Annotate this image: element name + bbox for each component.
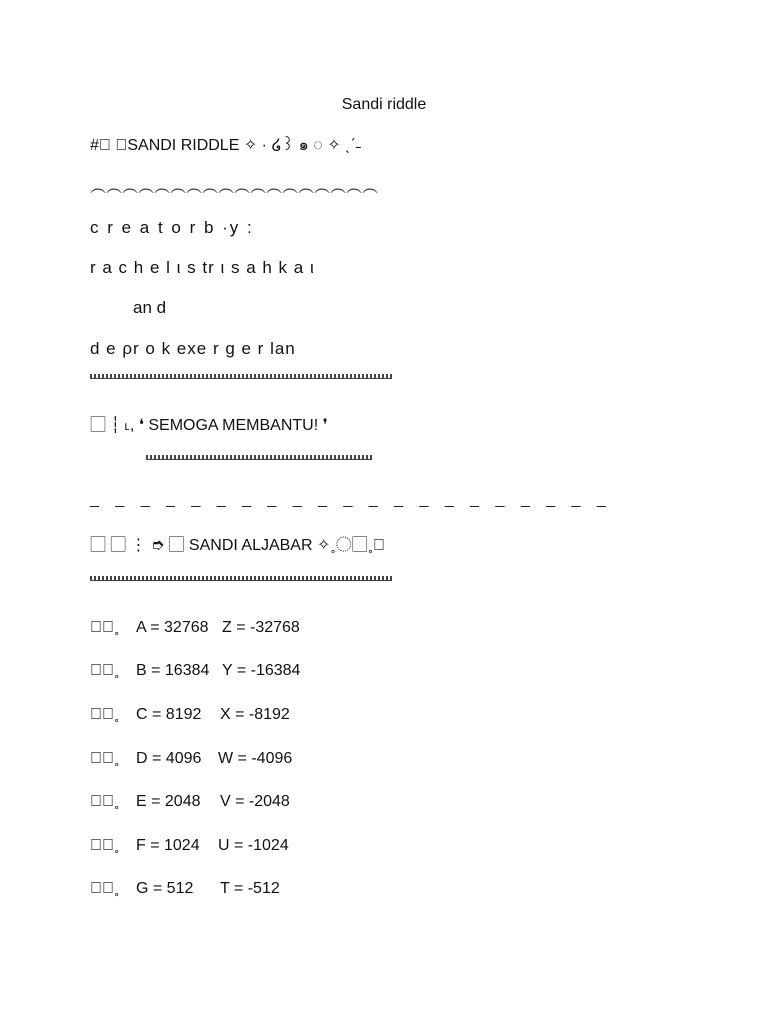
bow-icon: ᯓ⃞˳ <box>90 750 120 767</box>
cipher-left: B = 16384 <box>136 662 210 679</box>
cipher-row <box>90 836 289 856</box>
cipher-row <box>90 705 290 725</box>
cipher-right: Z = -32768 <box>222 619 300 636</box>
cipher-right: W = -4096 <box>218 750 293 767</box>
dash-divider: _ _ _ _ _ _ _ _ _ _ _ _ _ _ _ _ _ _ _ _ _ <box>90 491 612 508</box>
cipher-right: Y = -16384 <box>222 662 301 679</box>
semoga-line: ⃞ ┆ ˪, ❛ SEMOGA MEMBANTU! ❜ <box>90 417 328 434</box>
creator-label: c r e a t o r b ·y : <box>90 218 254 237</box>
header-line: #⃞ ⌒SANDI RIDDLE ✧ · ໒꒱ ๑ ◌ ✧ ˎˊ˗ <box>90 137 362 154</box>
cipher-right: T = -512 <box>220 880 280 897</box>
cipher-right: V = -2048 <box>220 793 290 810</box>
cipher-row <box>90 661 300 681</box>
bow-icon: ᯓ⃞˳ <box>90 619 120 636</box>
cipher-left: A = 32768 <box>136 619 209 636</box>
cipher-row <box>90 792 290 812</box>
cipher-left: F = 1024 <box>136 837 200 854</box>
cipher-left: C = 8192 <box>136 706 202 723</box>
bow-icon: ᯓ⃞˳ <box>90 793 120 810</box>
section-title: ⃞ ⃞ ⋮ ➮ ⃞ SANDI ALJABAR ✧˳◌⃞˳⃞ <box>90 537 386 554</box>
and-text: an d <box>133 298 167 317</box>
cipher-row <box>90 618 300 638</box>
cipher-left: G = 512 <box>136 880 194 897</box>
cipher-row <box>90 749 292 769</box>
cipher-row <box>90 879 280 899</box>
wavy-divider-1 <box>90 374 392 379</box>
wavy-divider-3 <box>90 576 392 581</box>
creator-name-2: d e ρr o k exe r g e r lan <box>90 339 296 358</box>
cipher-left: D = 4096 <box>136 750 202 767</box>
scallop-divider: ︵︵︵︵︵︵︵︵︵︵︵︵︵︵︵︵︵︵ <box>90 179 379 196</box>
cipher-right: X = -8192 <box>220 706 290 723</box>
cipher-left: E = 2048 <box>136 793 201 810</box>
bow-icon: ᯓ⃞˳ <box>90 662 120 679</box>
bow-icon: ᯓ⃞˳ <box>90 837 120 854</box>
page-title: Sandi riddle <box>341 96 427 113</box>
creator-name-1: r a c h e l ι s tr ι s a h k a ι <box>90 258 315 277</box>
wavy-divider-2 <box>146 455 372 460</box>
bow-icon: ᯓ⃞˳ <box>90 706 120 723</box>
bow-icon: ᯓ⃞˳ <box>90 880 120 897</box>
cipher-right: U = -1024 <box>218 837 289 854</box>
